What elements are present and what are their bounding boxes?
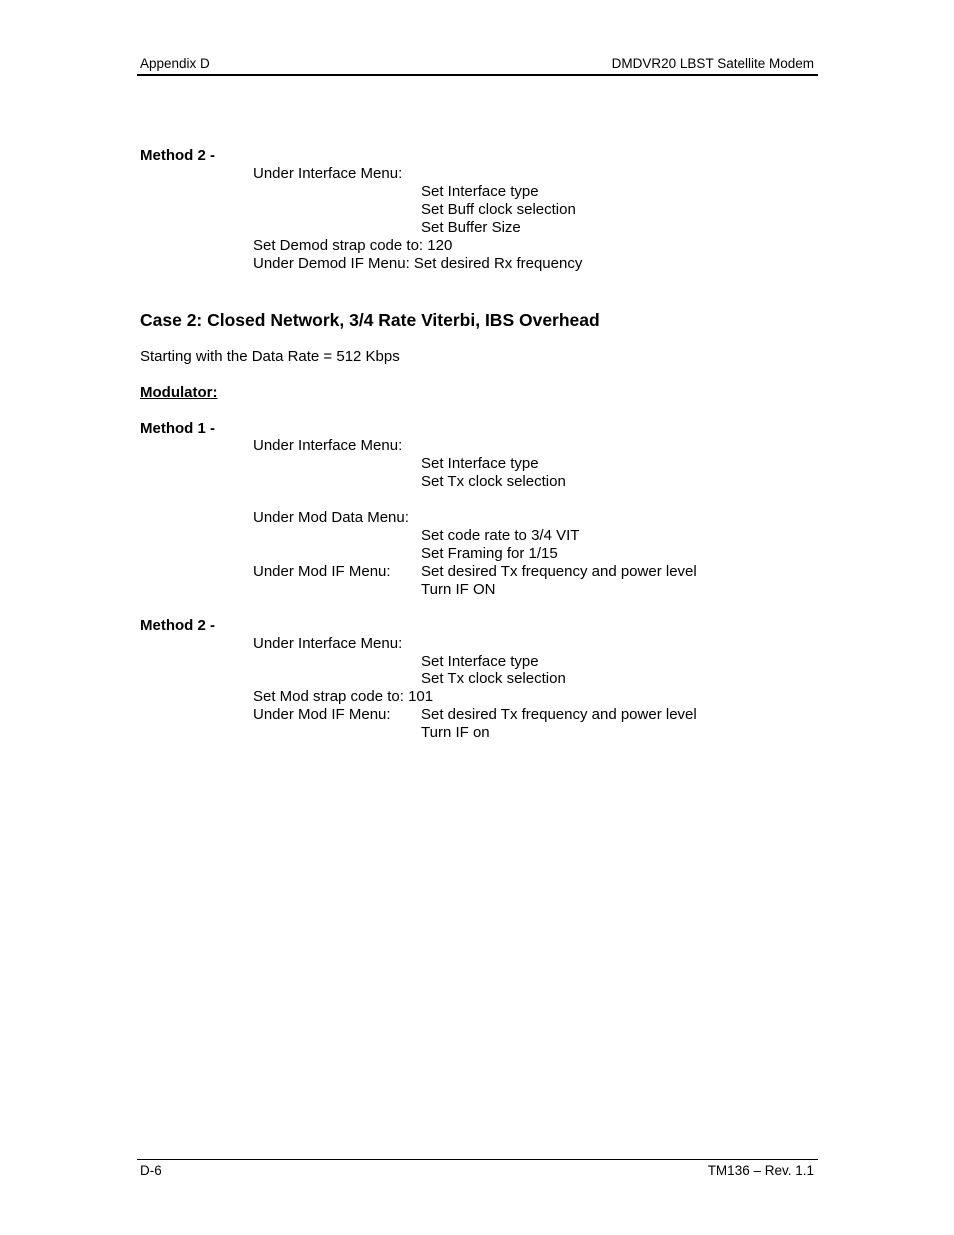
- menu-item: Set Tx clock selection: [421, 473, 566, 490]
- mod-data-menu-heading: Under Mod Data Menu:: [253, 509, 409, 526]
- menu-item: Set code rate to 3/4 VIT: [421, 527, 580, 544]
- strap-code-line: Set Mod strap code to: 101: [253, 688, 434, 705]
- menu-item: Set Buff clock selection: [421, 201, 576, 218]
- mod-if-menu-heading: Under Mod IF Menu:: [253, 563, 391, 580]
- menu-item: Set Tx clock selection: [421, 670, 566, 687]
- menu-item: Set Interface type: [421, 455, 539, 472]
- menu-item: Set Interface type: [421, 653, 539, 670]
- menu-item: Set desired Tx frequency and power level: [421, 706, 697, 723]
- menu-item: Turn IF ON: [421, 581, 496, 598]
- interface-menu-heading: Under Interface Menu:: [253, 165, 403, 182]
- header-rule: [137, 74, 818, 76]
- menu-item: Set Interface type: [421, 183, 539, 200]
- section-heading: Case 2: Closed Network, 3/4 Rate Viterbi, IBS Overhead: [140, 310, 600, 330]
- menu-item: Set desired Tx frequency and power level: [421, 563, 697, 580]
- menu-item: Set Buffer Size: [421, 219, 521, 236]
- method-label: Method 1 -: [140, 420, 215, 437]
- interface-menu-heading: Under Interface Menu:: [253, 635, 403, 652]
- interface-menu-heading: Under Interface Menu:: [253, 437, 403, 454]
- mod-if-menu-heading: Under Mod IF Menu:: [253, 706, 391, 723]
- demod-if-line: Under Demod IF Menu: Set desired Rx frequency: [253, 255, 583, 272]
- strap-code-line: Set Demod strap code to: 120: [253, 237, 453, 254]
- header-left: Appendix D: [140, 56, 210, 71]
- data-rate-line: Starting with the Data Rate = 512 Kbps: [140, 348, 400, 365]
- method-label: Method 2 -: [140, 147, 215, 164]
- menu-item: Turn IF on: [421, 724, 490, 741]
- menu-item: Set Framing for 1/15: [421, 545, 558, 562]
- modulator-label: Modulator:: [140, 384, 218, 401]
- footer-left: D-6: [140, 1163, 162, 1178]
- header-right: DMDVR20 LBST Satellite Modem: [611, 56, 814, 71]
- footer-rule: [137, 1159, 818, 1160]
- method-label: Method 2 -: [140, 617, 215, 634]
- footer-right: TM136 – Rev. 1.1: [707, 1163, 814, 1178]
